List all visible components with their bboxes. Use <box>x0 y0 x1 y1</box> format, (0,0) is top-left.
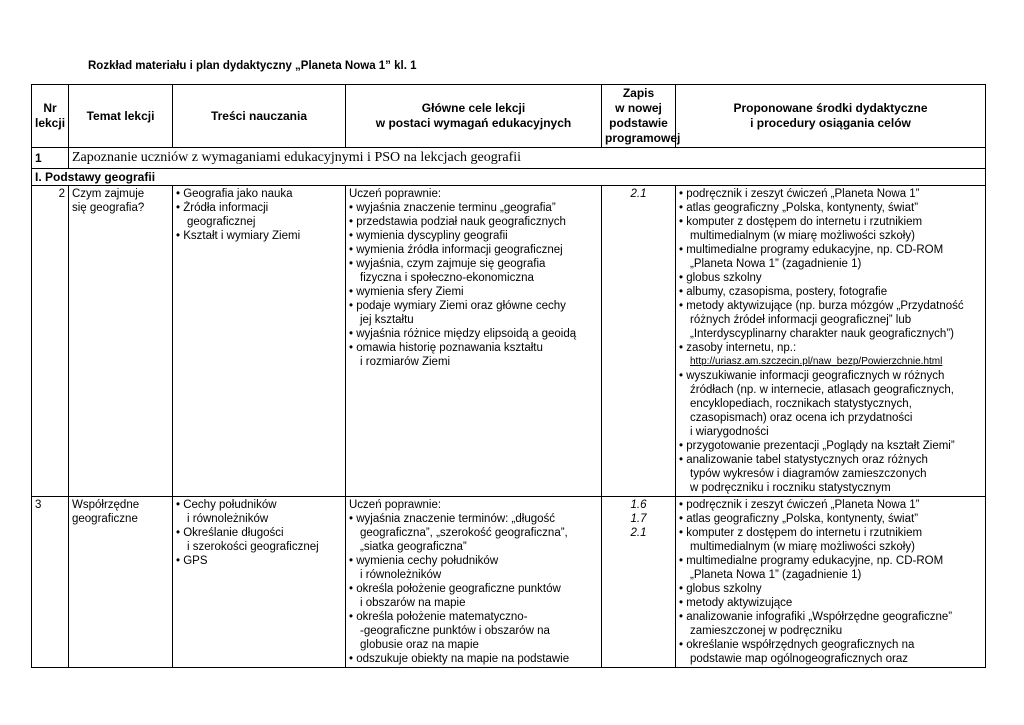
header-zapis <box>602 85 681 148</box>
header-cele <box>346 85 602 148</box>
lesson-methods-line: „Planeta Nowa 1” (zagadnienie 1) <box>690 569 862 581</box>
lesson-methods-line: • komputer z dostępem do internetu i rzutnikiem <box>679 216 923 228</box>
lesson-row <box>32 186 986 497</box>
curriculum-code: 2.1 <box>630 527 647 539</box>
lesson-methods-line: • wyszukiwanie informacji geograficznych w różnych <box>679 370 945 382</box>
lesson-goals <box>346 497 602 668</box>
lesson-goals-line: • wymienia dyscypliny geografii <box>349 230 508 242</box>
lesson-methods-line: • zasoby internetu, np.: <box>679 342 797 354</box>
document-title: Rozkład materiału i plan dydaktyczny „Planeta Nowa 1” kl. 1 <box>88 60 417 72</box>
lesson-row <box>32 497 986 668</box>
lesson-methods-line: • podręcznik i zeszyt ćwiczeń „Planeta Nowa 1” <box>679 188 920 200</box>
header-tresci: Treści nauczania <box>173 85 346 148</box>
lesson-methods-line: „Planeta Nowa 1” (zagadnienie 1) <box>690 258 862 270</box>
curriculum-code: 1.6 <box>630 499 647 511</box>
intro-nr: 1 <box>32 148 69 169</box>
lesson-methods-line: w podręczniku i roczniku statystycznym <box>690 482 891 494</box>
lesson-methods-line: • metody aktywizujące (np. burza mózgów „Przydatność <box>679 300 964 312</box>
section-title: I. Podstawy geografii <box>32 169 986 186</box>
header-cele-line: w postaci wymagań edukacyjnych <box>375 116 572 130</box>
lesson-methods-line: multimedialnym (w miarę możliwości szkoły) <box>690 230 915 242</box>
header-temat: Temat lekcji <box>69 85 173 148</box>
lesson-methods-line: różnych źródeł informacji geograficznej” lub <box>690 314 912 326</box>
curriculum-code: 1.7 <box>630 513 647 525</box>
lesson-goals-line: fizyczna i społeczno-ekonomiczna <box>360 272 534 284</box>
lesson-topic-line: Czym zajmuje <box>72 188 145 200</box>
lesson-methods-line: typów wykresów i diagramów zamieszczonych <box>690 468 927 480</box>
header-nr <box>32 85 69 148</box>
lesson-content-line: • Określanie długości <box>176 527 284 539</box>
lesson-curriculum-code <box>602 186 676 497</box>
lesson-methods-line: multimedialnym (w miarę możliwości szkoły) <box>690 541 915 553</box>
lesson-methods-line: • atlas geograficzny „Polska, kontynenty, świat” <box>679 202 919 214</box>
lesson-methods-line: • przygotowanie prezentacji „Poglądy na kształt Ziemi” <box>679 440 955 452</box>
lesson-methods-line: • komputer z dostępem do internetu i rzutnikiem <box>679 527 923 539</box>
lesson-methods-line: encyklopediach, rocznikach statystycznych, <box>690 398 912 410</box>
resource-link: http://uriasz.am.szczecin.pl/naw_bezp/Powierzchnie.html <box>690 356 943 367</box>
lesson-goals-line: Uczeń poprawnie: <box>349 188 442 200</box>
lesson-goals-line: • przedstawia podział nauk geograficznych <box>349 216 566 228</box>
header-nr-line: lekcji <box>35 116 66 130</box>
lesson-topic-line: się geografia? <box>72 202 145 214</box>
lesson-topic <box>69 186 173 497</box>
header-zapis-line: Zapis <box>622 86 655 100</box>
header-zapis-line: podstawie <box>609 116 668 130</box>
header-srodki <box>676 85 986 148</box>
lesson-methods-line: • albumy, czasopisma, postery, fotografie <box>679 286 888 298</box>
lesson-methods-line: • multimedialne programy edukacyjne, np. CD-ROM <box>679 555 944 567</box>
lesson-methods-line: zamieszczonej w podręczniku <box>690 625 843 637</box>
lesson-goals-line: -geograficzne punktów i obszarów na <box>360 625 550 637</box>
curriculum-code: 2.1 <box>630 188 647 200</box>
lesson-content-line: • Geografia jako nauka <box>176 188 293 200</box>
lesson-content-line: • Kształt i wymiary Ziemi <box>176 230 301 242</box>
lesson-goals-line: • odszukuje obiekty na mapie na podstawie <box>349 653 570 665</box>
lesson-content-line: geograficznej <box>187 216 256 228</box>
lesson-methods-line: czasopismach) oraz ocena ich przydatności <box>690 412 913 424</box>
lesson-methods-line: „Interdyscyplinarny charakter nauk geograficznych”) <box>690 328 954 340</box>
lesson-goals-line: globusie oraz na mapie <box>360 639 479 651</box>
lesson-goals-line: • podaje wymiary Ziemi oraz główne cechy <box>349 300 566 312</box>
lesson-goals-line: • określa położenie geograficzne punktów <box>349 583 561 595</box>
table-header-row <box>32 85 986 148</box>
lesson-goals-line: i obszarów na mapie <box>360 597 466 609</box>
header-nr-line: Nr <box>43 101 57 115</box>
lesson-content-line: • Źródła informacji <box>176 202 269 214</box>
lesson-goals-line: • omawia historię poznawania kształtu <box>349 342 543 354</box>
lesson-methods-line: • globus szkolny <box>679 272 762 284</box>
lesson-goals-line: • określa położenie matematyczno- <box>349 611 528 623</box>
lesson-goals-line: • wymienia sfery Ziemi <box>349 286 464 298</box>
lesson-methods-line: • metody aktywizujące <box>679 597 793 609</box>
lesson-goals-line: jej kształtu <box>360 314 414 326</box>
lesson-goals-line: i rozmiarów Ziemi <box>360 356 451 368</box>
lesson-nr: 2 <box>32 186 69 497</box>
lesson-methods-line: • multimedialne programy edukacyjne, np. CD-ROM <box>679 244 944 256</box>
lesson-goals-line: • wyjaśnia, czym zajmuje się geografia <box>349 258 546 270</box>
lesson-content <box>173 186 346 497</box>
lesson-goals-line: • wyjaśnia różnice między elipsoidą a geoidą <box>349 328 577 340</box>
lesson-methods-line: źródłach (np. w internecie, atlasach geograficznych, <box>690 384 955 396</box>
lesson-goals-line: „siatka geograficzna” <box>360 541 467 553</box>
lesson-methods-line: • globus szkolny <box>679 583 762 595</box>
lesson-methods-line: • analizowanie infografiki „Współrzędne geograficzne” <box>679 611 953 623</box>
lesson-content-line: • GPS <box>176 555 208 567</box>
lesson-curriculum-code <box>602 497 676 668</box>
lesson-methods-line: • określanie współrzędnych geograficznych na <box>679 639 915 651</box>
lesson-methods-line: podstawie map ogólnogeograficznych oraz <box>690 653 908 665</box>
intro-text: Zapoznanie uczniów z wymaganiami edukacyjnymi i PSO na lekcjach geografii <box>69 148 986 169</box>
lesson-goals-line: • wyjaśnia znaczenie terminu „geografia” <box>349 202 556 214</box>
lesson-methods-line: • analizowanie tabel statystycznych oraz różnych <box>679 454 928 466</box>
lesson-nr: 3 <box>32 497 69 668</box>
lesson-methods-line: i wiarygodności <box>690 426 769 438</box>
section-row <box>32 169 986 186</box>
lesson-topic <box>69 497 173 668</box>
header-srodki-line: i procedury osiągania celów <box>750 116 911 130</box>
lesson-content-line: i szerokości geograficznej <box>187 541 319 553</box>
lesson-methods-line: • podręcznik i zeszyt ćwiczeń „Planeta Nowa 1” <box>679 499 920 511</box>
header-zapis-line: w nowej <box>615 101 662 115</box>
lesson-plan-table <box>31 84 986 668</box>
lesson-goals-line: geograficzna”, „szerokość geograficzna”, <box>360 527 568 539</box>
lesson-content <box>173 497 346 668</box>
header-srodki-line: Proponowane środki dydaktyczne <box>733 101 928 115</box>
lesson-goals-line: • wymienia źródła informacji geograficznej <box>349 244 563 256</box>
lesson-methods-line: • atlas geograficzny „Polska, kontynenty, świat” <box>679 513 919 525</box>
lesson-topic-line: geograficzne <box>72 513 138 525</box>
intro-row <box>32 148 986 169</box>
lesson-content-line: i równoleżników <box>187 513 269 525</box>
lesson-goals-line: • wymienia cechy południków <box>349 555 499 567</box>
lesson-goals-line: i równoleżników <box>360 569 442 581</box>
lesson-methods <box>676 497 986 668</box>
lesson-topic-line: Współrzędne <box>72 499 140 511</box>
header-cele-line: Główne cele lekcji <box>421 101 526 115</box>
lesson-goals <box>346 186 602 497</box>
header-zapis-line: programowej <box>605 131 681 145</box>
lesson-goals-line: Uczeń poprawnie: <box>349 499 442 511</box>
lesson-methods <box>676 186 986 497</box>
lesson-content-line: • Cechy południków <box>176 499 277 511</box>
lesson-goals-line: • wyjaśnia znaczenie terminów: „długość <box>349 513 556 525</box>
